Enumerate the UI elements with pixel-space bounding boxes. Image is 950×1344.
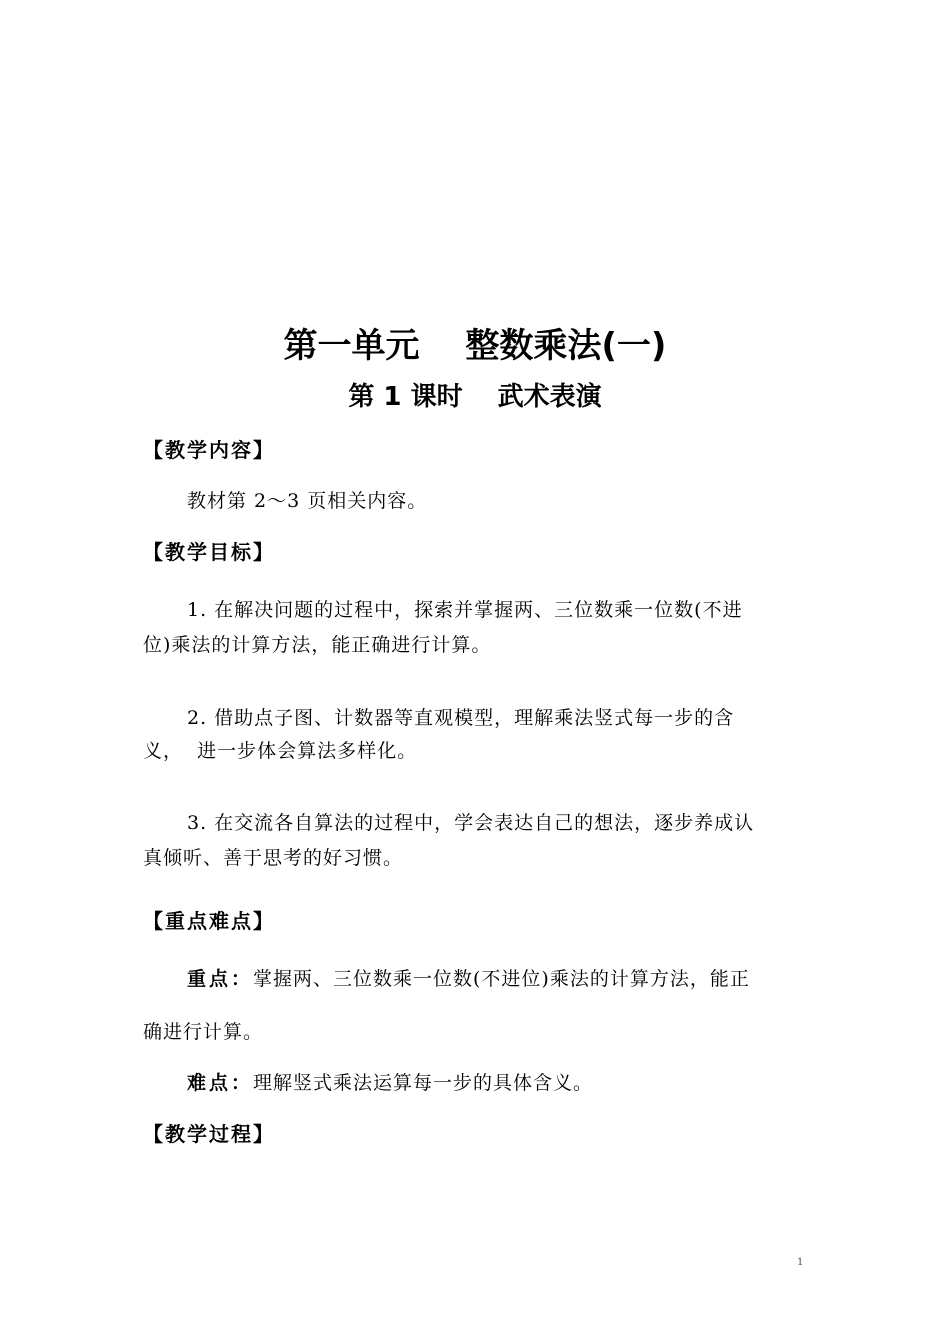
- goal-3-line-1: 3. 在交流各自算法的过程中，学会表达自己的想法，逐步养成认: [187, 812, 755, 834]
- teaching-content-text: 教材第 2～3 页相关内容。: [187, 490, 428, 512]
- page-number: 1: [797, 1257, 804, 1268]
- key-point-label: 重点：: [187, 968, 254, 990]
- goal-1-line-1: 1. 在解决问题的过程中，探索并掌握两、三位数乘一位数(不进: [187, 599, 743, 621]
- lesson-title: 第 1 课时 武术表演: [348, 382, 602, 412]
- key-point-line-1: [187, 961, 847, 997]
- key-point-text: 掌握两、三位数乘一位数(不进位)乘法的计算方法，能正: [253, 968, 750, 990]
- heading-teaching-goals: 【教学目标】: [143, 540, 275, 564]
- goal-2-line-1: 2. 借助点子图、计数器等直观模型，理解乘法竖式每一步的含: [187, 707, 735, 729]
- key-point-line-2: 确进行计算。: [143, 1021, 264, 1043]
- goal-1-line-2: 位)乘法的计算方法，能正确进行计算。: [143, 634, 492, 656]
- goal-3-line-2: 真倾听、善于思考的好习惯。: [143, 847, 404, 869]
- heading-teaching-content: 【教学内容】: [143, 438, 275, 462]
- heading-key-difficult-points: 【重点难点】: [143, 909, 275, 933]
- difficulty-line: [187, 1065, 847, 1101]
- goal-2-line-2: 义， 进一步体会算法多样化。: [143, 740, 418, 762]
- unit-title: 第一单元 整数乘法(一): [283, 326, 667, 366]
- difficulty-text: 理解竖式乘法运算每一步的具体含义。: [253, 1072, 594, 1094]
- heading-teaching-process: 【教学过程】: [143, 1122, 275, 1146]
- difficulty-label: 难点：: [187, 1072, 254, 1094]
